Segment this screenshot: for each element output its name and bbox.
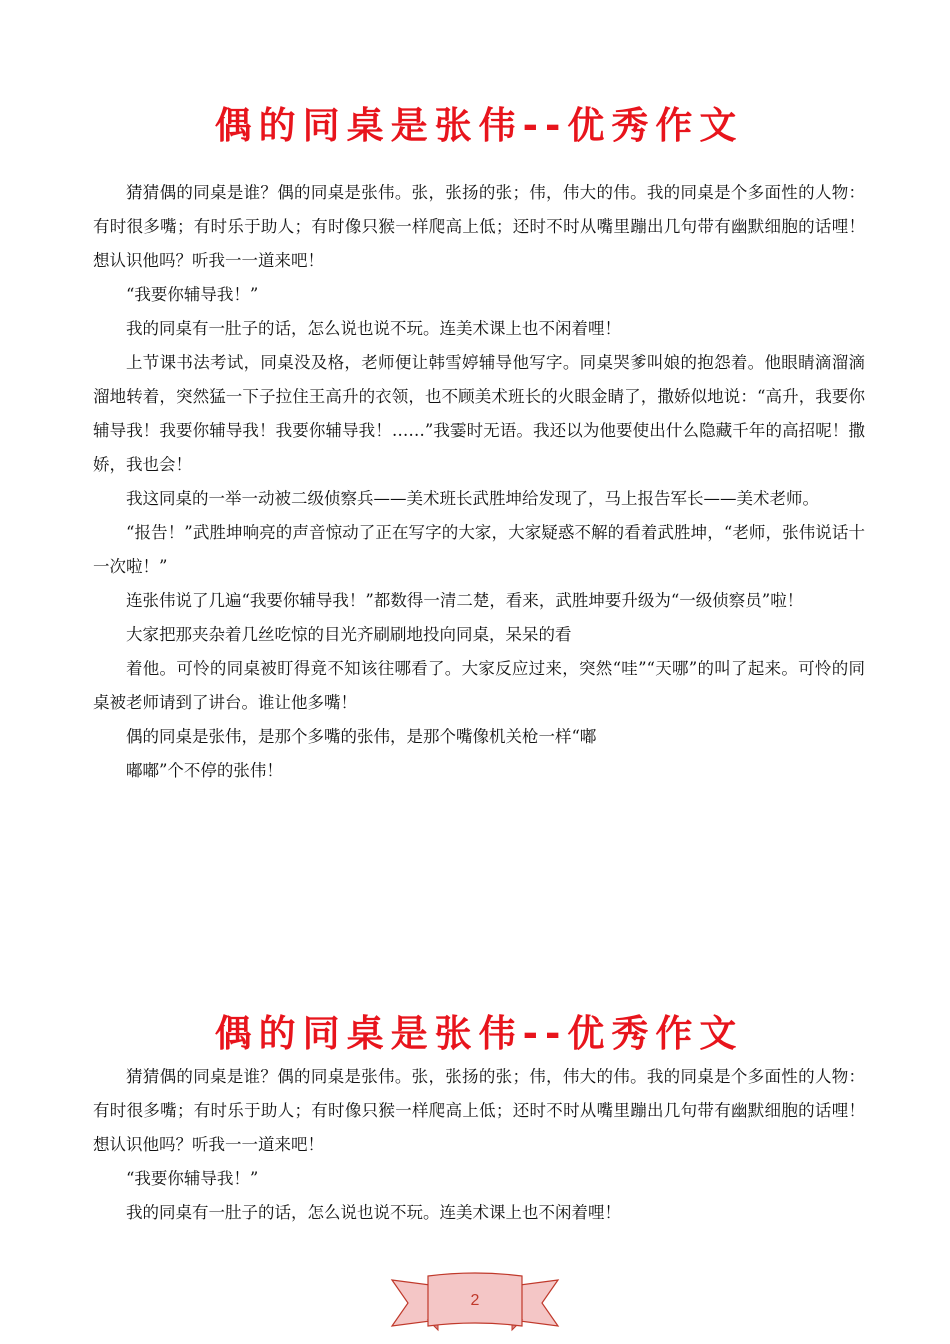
- paragraph: 上节课书法考试，同桌没及格，老师便让韩雪婷辅导他写字。同桌哭爹叫娘的抱怨着。他眼睛滴溜滴溜地转着，突然猛一下子拉住王高升的衣领，也不顾美术班长的火眼金睛了，撒娇似地说：“高升，我要你辅导我！我要你辅导我！我要你辅导我！……”我霎时无语。我还以为他要使出什么隐藏千年的高招呢！撒娇，我也会！: [93, 353, 865, 474]
- paragraph: 偶的同桌是张伟，是那个多嘴的张伟，是那个嘴像机关枪一样“嘟: [126, 727, 597, 746]
- paragraph: 大家把那夹杂着几丝吃惊的目光齐刷刷地投向同桌，呆呆的看: [126, 625, 572, 644]
- paragraph: 我的同桌有一肚子的话，怎么说也说不玩。连美术课上也不闲着哩！: [126, 1203, 621, 1222]
- paragraph: 我的同桌有一肚子的话，怎么说也说不玩。连美术课上也不闲着哩！: [126, 319, 621, 338]
- paragraph: “我要你辅导我！”: [126, 1169, 259, 1188]
- paragraph: 猜猜偶的同桌是谁？偶的同桌是张伟。张，张扬的张；伟，伟大的伟。我的同桌是个多面性的人物：有时很多嘴；有时乐于助人；有时像只猴一样爬高上低；还时不时从嘴里蹦出几句带有幽默细胞的话哩！想认识他吗？听我一一道来吧！: [93, 183, 865, 270]
- paragraph: “我要你辅导我！”: [126, 285, 259, 304]
- page-number: 2: [470, 1292, 480, 1309]
- page-footer: [390, 1268, 560, 1338]
- article-title: 偶的同桌是张伟--优秀作文: [214, 1012, 744, 1055]
- paragraph: 猜猜偶的同桌是谁？偶的同桌是张伟。张，张扬的张；伟，伟大的伟。我的同桌是个多面性的人物：有时很多嘴；有时乐于助人；有时像只猴一样爬高上低；还时不时从嘴里蹦出几句带有幽默细胞的话哩！想认识他吗？听我一一道来吧！: [93, 1067, 865, 1154]
- paragraph: 着他。可怜的同桌被盯得竟不知该往哪看了。大家反应过来，突然“哇”“天哪”的叫了起来。可怜的同桌被老师请到了讲台。谁让他多嘴！: [93, 659, 865, 712]
- paragraph: 连张伟说了几遍“我要你辅导我！”都数得一清二楚，看来，武胜坤要升级为“一级侦察员”啦！: [126, 591, 804, 610]
- article-2: [93, 1008, 865, 1230]
- article-1: [93, 100, 865, 788]
- article-title: 偶的同桌是张伟--优秀作文: [214, 104, 744, 147]
- paragraph: 我这同桌的一举一动被二级侦察兵——美术班长武胜坤给发现了，马上报告军长——美术老师。: [126, 489, 819, 508]
- paragraph: 嘟嘟”个不停的张伟！: [126, 761, 283, 780]
- paragraph: “报告！”武胜坤响亮的声音惊动了正在写字的大家，大家疑惑不解的看着武胜坤，“老师，张伟说话十一次啦！”: [93, 523, 865, 576]
